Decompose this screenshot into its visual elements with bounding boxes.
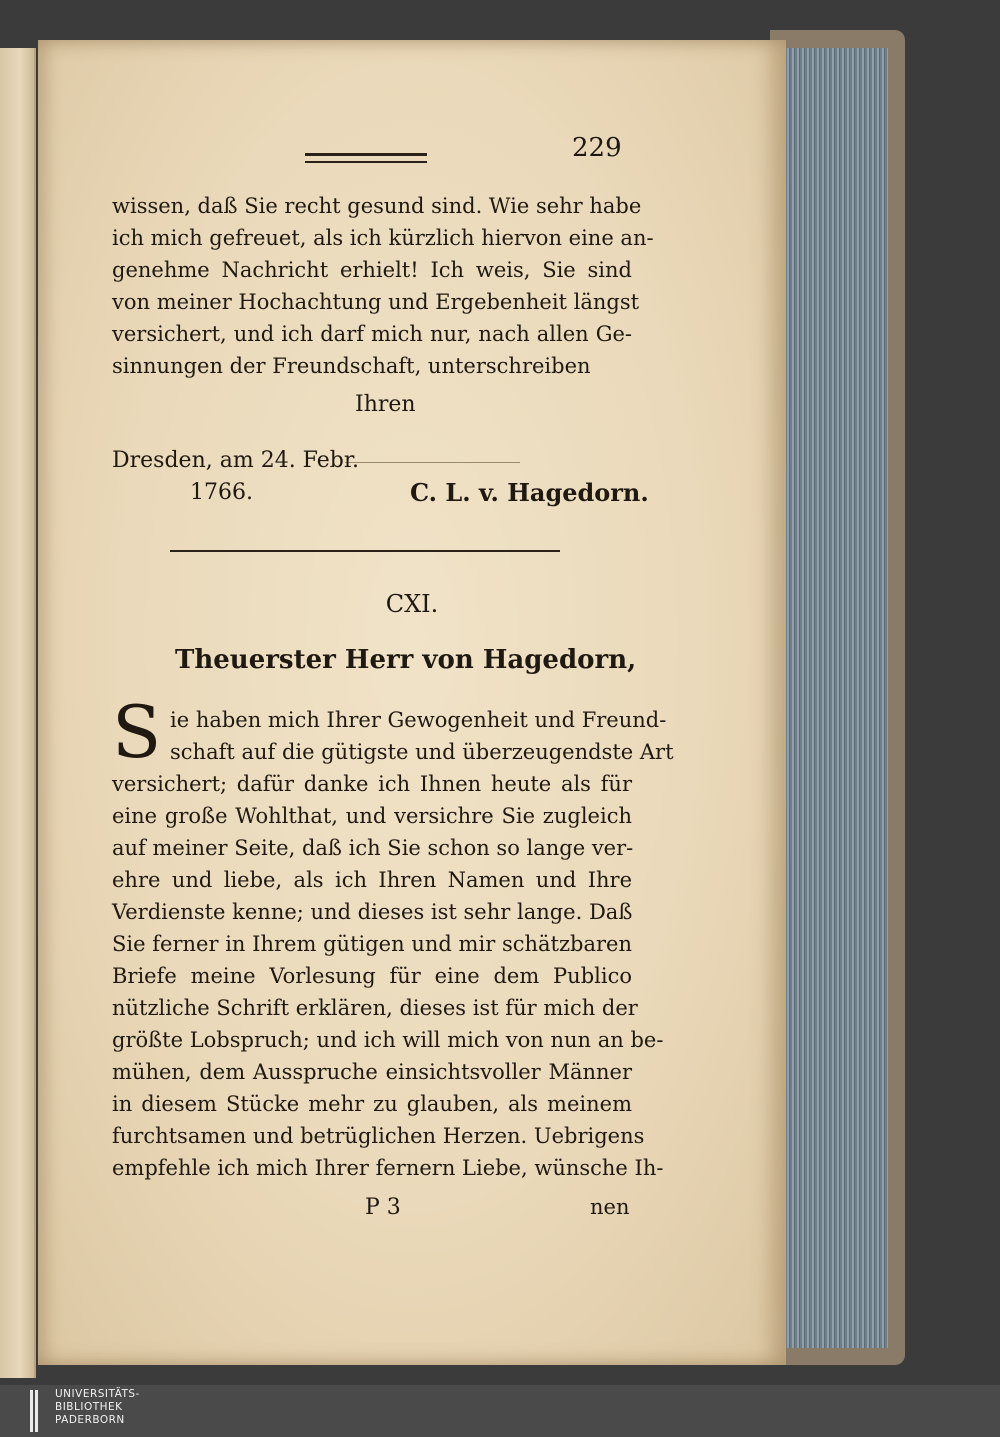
letter-ending-text [112, 190, 654, 382]
text-line: schaft auf die gütigste und überzeugendste Art [170, 740, 674, 764]
text-line: auf meiner Seite, daß ich Sie schon so lange ver- [112, 836, 634, 860]
text-line: in diesem Stücke mehr zu glauben, als meinem [112, 1092, 632, 1116]
text-line: Briefe meine Vorlesung für eine dem Publico [112, 964, 632, 988]
place-date: Dresden, am 24. Febr. [112, 448, 359, 473]
letter-body-text [112, 704, 674, 1184]
text-line: ehre und liebe, als ich Ihren Namen und Ihre [112, 868, 632, 892]
page-number: 229 [572, 133, 622, 163]
text-line: nützliche Schrift erklären, dieses ist für mich der [112, 996, 638, 1020]
year: 1766. [190, 480, 253, 505]
text-line: ich mich gefreuet, als ich kürzlich hiervon eine an- [112, 226, 654, 250]
signature-rule [345, 462, 520, 463]
text-line: Verdienste kenne; und dieses ist sehr lange. Daß [112, 900, 633, 924]
text-line: eine große Wohlthat, und versichre Sie zugleich [112, 804, 632, 828]
footer-bar [0, 1385, 1000, 1437]
letter-number-heading: CXI. [385, 590, 439, 618]
section-divider [170, 550, 560, 552]
header-rule [305, 153, 427, 163]
text-line: versichert, und ich darf mich nur, nach allen Ge- [112, 322, 632, 346]
text-line: größte Lobspruch; und ich will mich von nun an be- [112, 1028, 664, 1052]
text-line: von meiner Hochachtung und Ergebenheit längst [112, 290, 640, 314]
text-line: mühen, dem Ausspruche einsichtsvoller Männer [112, 1060, 632, 1084]
text-line: furchtsamen und betrüglichen Herzen. Uebrigens [112, 1124, 645, 1148]
library-name [55, 1388, 140, 1427]
text-line: empfehle ich mich Ihrer fernern Liebe, wünsche Ih- [112, 1156, 664, 1180]
library-name-line: UNIVERSITÄTS- [55, 1388, 140, 1400]
library-name-line: PADERBORN [55, 1414, 125, 1426]
closing-word: Ihren [355, 392, 416, 417]
drop-initial: S [112, 690, 162, 774]
author-signature: C. L. v. Hagedorn. [410, 478, 649, 507]
library-logo-icon [30, 1390, 44, 1432]
text-line: sinnungen der Freundschaft, unterschreiben [112, 354, 591, 378]
salutation: Theuerster Herr von Hagedorn, [175, 645, 637, 675]
text-line: genehme Nachricht erhielt! Ich weis, Sie sind [112, 258, 632, 282]
text-line: wissen, daß Sie recht gesund sind. Wie sehr habe [112, 194, 642, 218]
text-line: versichert; dafür danke ich Ihnen heute als für [112, 772, 632, 796]
library-name-line: BIBLIOTHEK [55, 1401, 123, 1413]
left-page-edge [0, 48, 36, 1378]
catchword: nen [590, 1195, 630, 1219]
signature-mark: P 3 [365, 1195, 401, 1220]
page-edges [780, 48, 888, 1348]
text-line: Sie ferner in Ihrem gütigen und mir schätzbaren [112, 932, 632, 956]
text-line: ie haben mich Ihrer Gewogenheit und Freund- [170, 708, 667, 732]
